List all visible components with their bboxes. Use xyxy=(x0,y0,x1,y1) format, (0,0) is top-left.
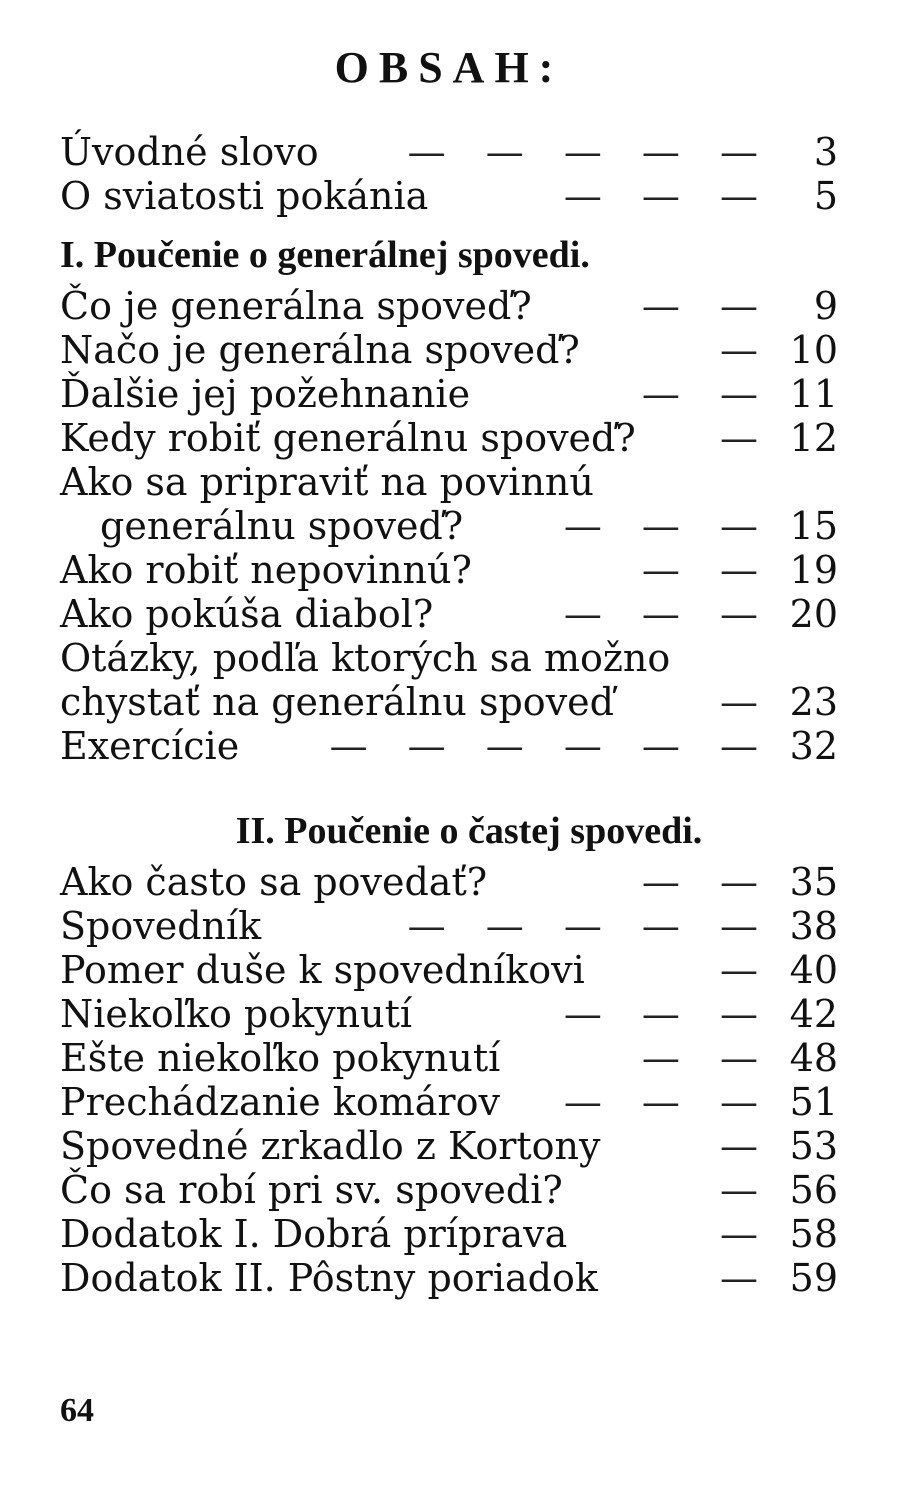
toc-entry xyxy=(60,1080,838,1124)
entry-leader: — — — xyxy=(563,174,772,218)
entry-title: Čo je generálna spoveď? xyxy=(60,284,532,328)
entry-leader: — — — — — xyxy=(407,904,772,948)
table-of-contents xyxy=(60,130,838,1300)
entry-page-number: 12 xyxy=(789,416,838,460)
entry-title: Úvodné slovo xyxy=(60,130,319,174)
entry-leader: — xyxy=(720,680,772,724)
toc-entry xyxy=(60,130,838,174)
section-heading-1: I. Poučenie o generálnej spovedi. xyxy=(60,234,590,276)
entry-page-number: 19 xyxy=(789,548,838,592)
toc-entry xyxy=(60,904,838,948)
entry-leader: — — xyxy=(641,372,772,416)
entry-page-number: 32 xyxy=(789,724,838,768)
entry-leader: — xyxy=(720,1168,772,1212)
entry-page-number: 48 xyxy=(789,1036,838,1080)
entry-leader: — — — xyxy=(563,1080,772,1124)
entry-title: Pomer duše k spovedníkovi xyxy=(60,948,585,992)
toc-entry-continuation xyxy=(60,680,838,724)
entry-leader: — xyxy=(720,416,772,460)
toc-entry xyxy=(60,1212,838,1256)
entry-page-number: 20 xyxy=(789,592,838,636)
entry-title: Dodatok II. Pôstny poriadok xyxy=(60,1256,598,1300)
entry-title: Prechádzanie komárov xyxy=(60,1080,500,1124)
entry-title: Ako pokúša diabol? xyxy=(60,592,434,636)
entry-page-number: 58 xyxy=(789,1212,838,1256)
entry-title: Ako často sa povedať? xyxy=(60,860,488,904)
entry-page-number: 5 xyxy=(813,174,838,218)
toc-entry xyxy=(60,174,838,218)
entry-page-number: 9 xyxy=(813,284,838,328)
entry-leader: — xyxy=(720,1256,772,1300)
entry-leader: — xyxy=(720,948,772,992)
entry-page-number: 3 xyxy=(813,130,838,174)
entry-title: O sviatosti pokánia xyxy=(60,174,429,218)
toc-entry xyxy=(60,948,838,992)
page-title: OBSAH: xyxy=(334,43,564,92)
toc-entry xyxy=(60,1256,838,1300)
entry-title: Spovedné zrkadlo z Kortony xyxy=(60,1124,601,1168)
entry-title: Čo sa robí pri sv. spovedi? xyxy=(60,1168,563,1212)
entry-title: Exercície xyxy=(60,724,240,768)
toc-entry xyxy=(60,372,838,416)
entry-title: Dodatok I. Dobrá príprava xyxy=(60,1212,568,1256)
entry-title: Otázky, podľa ktorých sa možno xyxy=(60,636,671,680)
entry-leader: — xyxy=(720,1212,772,1256)
toc-entry xyxy=(60,860,838,904)
toc-entry-continuation xyxy=(60,504,838,548)
entry-leader: — — xyxy=(641,860,772,904)
entry-leader: — — xyxy=(641,548,772,592)
entry-title: Kedy robiť generálnu spoveď? xyxy=(60,416,636,460)
entry-leader: — — — xyxy=(563,504,772,548)
entry-page-number: 38 xyxy=(789,904,838,948)
entry-leader: — — — xyxy=(563,992,772,1036)
entry-page-number: 59 xyxy=(789,1256,838,1300)
toc-entry xyxy=(60,328,838,372)
entry-page-number: 42 xyxy=(789,992,838,1036)
entry-page-number: 40 xyxy=(789,948,838,992)
entry-leader: — — — — — — xyxy=(329,724,772,768)
entry-title: Ako robiť nepovinnú? xyxy=(60,548,472,592)
toc-entry xyxy=(60,636,838,680)
entry-page-number: 11 xyxy=(789,372,838,416)
entry-title: Ďalšie jej požehnanie xyxy=(60,372,471,416)
section-heading-2: II. Poučenie o častej spovedi. xyxy=(235,810,703,852)
toc-entry xyxy=(60,1124,838,1168)
toc-entry xyxy=(60,1036,838,1080)
toc-entry xyxy=(60,1168,838,1212)
toc-entry xyxy=(60,284,838,328)
toc-entry xyxy=(60,460,838,504)
entry-title: Spovedník xyxy=(60,904,262,948)
toc-entry xyxy=(60,416,838,460)
entry-title: Načo je generálna spoveď? xyxy=(60,328,580,372)
entry-title: generálnu spoveď? xyxy=(100,504,464,548)
toc-entry xyxy=(60,592,838,636)
toc-entry xyxy=(60,548,838,592)
entry-page-number: 35 xyxy=(789,860,838,904)
entry-page-number: 51 xyxy=(789,1080,838,1124)
entry-page-number: 15 xyxy=(789,504,838,548)
page-folio-number: 64 xyxy=(60,1392,94,1429)
entry-title: chystať na generálnu spoveď xyxy=(60,680,614,724)
entry-page-number: 53 xyxy=(789,1124,838,1168)
entry-leader: — — — — — xyxy=(407,130,772,174)
toc-entry xyxy=(60,724,838,768)
entry-leader: — xyxy=(720,328,772,372)
entry-leader: — — xyxy=(641,284,772,328)
entry-page-number: 56 xyxy=(789,1168,838,1212)
entry-leader: — — xyxy=(641,1036,772,1080)
entry-page-number: 10 xyxy=(789,328,838,372)
entry-title: Niekoľko pokynutí xyxy=(60,992,413,1036)
entry-leader: — — — xyxy=(563,592,772,636)
entry-title: Ešte niekoľko pokynutí xyxy=(60,1036,501,1080)
toc-page xyxy=(60,0,838,1500)
entry-page-number: 23 xyxy=(789,680,838,724)
entry-leader: — xyxy=(720,1124,772,1168)
toc-entry xyxy=(60,992,838,1036)
entry-title: Ako sa pripraviť na povinnú xyxy=(60,460,594,504)
